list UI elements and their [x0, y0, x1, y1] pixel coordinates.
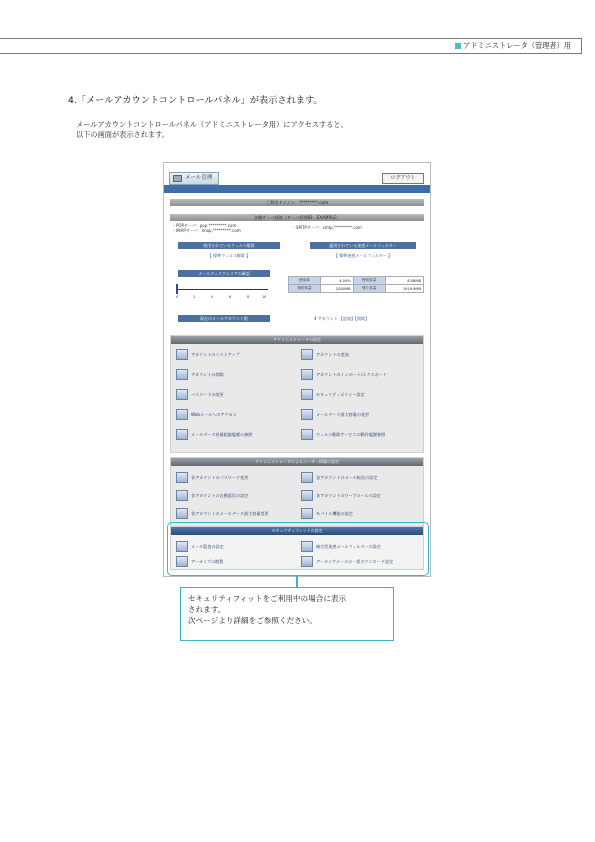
security-highlight-frame	[167, 522, 429, 576]
quota-cell: 4.04%	[321, 277, 354, 285]
admin-item[interactable]: パスワードの変更	[176, 389, 224, 400]
account-count-value[interactable]: 4 アカウント 【追加】【削除】	[314, 316, 370, 321]
mobile-icon	[301, 508, 313, 519]
virus-history-icon	[301, 429, 313, 440]
delete-user-icon	[176, 369, 188, 380]
account-count-bar: 現在のメールアカウント数	[178, 315, 270, 322]
quota-table	[288, 276, 424, 293]
admin-item[interactable]: ウィルス駆除サービスの動作履歴参照	[301, 429, 385, 440]
domain-band: ご利用ドメイン：*********.com	[170, 199, 424, 206]
spam-filter-bar: 適用されている迷惑メールフィルター	[310, 242, 416, 249]
step-description: メールアカウントコントロールパネル（アドミニストレータ用）にアクセスすると、 以下の画面が表示されます。	[76, 120, 348, 139]
quota-cell: 契約容量	[289, 285, 321, 293]
virus-value[interactable]: 【 標準ウィルス駆除 】	[207, 253, 251, 258]
admin-item[interactable]: アカウントのリストアップ	[176, 349, 240, 360]
security-policy-icon	[301, 389, 313, 400]
virus-bar: 使用されているウィルス駆除	[178, 242, 280, 249]
mail-icon	[173, 175, 182, 182]
user-item[interactable]: モバイル機能の設定	[301, 508, 353, 519]
mail-setting-icon	[301, 490, 313, 501]
logout-button[interactable]: ログアウト	[382, 173, 424, 184]
import-export-icon	[301, 369, 313, 380]
gauge-fill	[176, 284, 178, 294]
auto-reply-icon	[176, 490, 188, 501]
imap-server: ・IMAPサーバ：imap.*********.com	[172, 228, 241, 233]
admin-settings-section	[170, 335, 424, 453]
user-item[interactable]: 各アカウントの自動返信の設定	[176, 490, 248, 501]
security-fit-title: セキュリティフィットの設定	[171, 527, 423, 535]
user-item[interactable]: 各アカウントのメールデータ最大容量変更	[176, 508, 269, 519]
gauge-tick: 10	[262, 295, 267, 299]
panel-nav-strip	[164, 185, 430, 193]
security-item[interactable]: アーカイブの閲覧	[176, 556, 223, 567]
user-settings-title: アドミニストレータによるユーザー情報の設定	[171, 458, 423, 466]
server-info-band: 各種サーバ情報（サーバ管理ID：EXAMPLE）	[170, 214, 424, 221]
page-header	[0, 38, 582, 54]
history-icon	[176, 429, 188, 440]
spam-filter-value[interactable]: 【 標準迷惑メールフィルター 】	[334, 253, 392, 258]
security-item[interactable]: 統合型迷惑メールフィルターの設定	[301, 541, 381, 552]
quota-cell: 8.08MB	[385, 277, 423, 285]
user-item[interactable]: 各アカウントのワーブメールの設定	[301, 490, 381, 501]
admin-item[interactable]: アカウントの削除	[176, 369, 224, 380]
capacity-change-icon	[176, 508, 188, 519]
add-user-icon	[301, 349, 313, 360]
mail-admin-tab[interactable]: メール管理	[169, 172, 219, 185]
quota-cell: 残り容量	[353, 285, 385, 293]
admin-item[interactable]: メールデータ容量超過履歴の参照	[176, 429, 252, 440]
gauge-tick: 6	[229, 295, 232, 299]
quota-cell: 使用容量	[353, 277, 385, 285]
quota-cell: 1919.9MB	[385, 285, 423, 293]
capacity-icon	[301, 409, 313, 420]
key-icon	[176, 389, 188, 400]
disk-usage-gauge	[176, 283, 268, 299]
gauge-tick: 8	[247, 295, 250, 299]
quota-cell: 使用率	[289, 277, 321, 285]
control-panel-screenshot	[163, 162, 431, 577]
webmail-icon	[176, 409, 188, 420]
admin-item[interactable]: メールデータ最大容量の変更	[301, 409, 369, 420]
gauge-tick: 4	[211, 295, 214, 299]
disk-area-bar: メールディスクエリアの確認	[178, 270, 270, 277]
security-item[interactable]: メール監査の設定	[176, 541, 224, 552]
smtp-server: ・SMTPサーバ：smtp.*********.com	[292, 225, 362, 230]
callout-box: セキュリティフィットをご利用中の場合に表示 されます。 次ページより詳細をご参照ください。	[180, 587, 394, 641]
admin-item[interactable]: Webメールへのアクセス	[176, 409, 237, 420]
security-item[interactable]: アーカイブメールの一括ダウンロード設定	[301, 556, 393, 567]
list-icon	[176, 349, 188, 360]
quota-cell: 2000MB	[321, 285, 354, 293]
pop-server: ・POPサーバ：pop.*********.com	[172, 223, 237, 228]
gauge-track	[176, 289, 268, 290]
forward-icon	[301, 472, 313, 483]
user-item[interactable]: 各アカウントのパスワード変更	[176, 472, 248, 483]
password-icon	[176, 472, 188, 483]
square-bullet-icon	[455, 43, 461, 49]
admin-settings-title: アドミニストレータの設定	[171, 336, 423, 344]
gauge-tick: 0	[176, 295, 179, 299]
admin-item[interactable]: セキュリティポリシー設定	[301, 389, 365, 400]
admin-item[interactable]: アカウントのインポート/エクスポート	[301, 369, 387, 380]
header-title: アドミニストレータ（管理者）用	[455, 41, 571, 51]
gauge-tick: 2	[193, 295, 196, 299]
step-heading: 4.「メールアカウントコントロールパネル」が表示されます。	[68, 95, 323, 106]
user-item[interactable]: 各アカウントのメール転送の設定	[301, 472, 377, 483]
admin-item[interactable]: アカウントの追加	[301, 349, 349, 360]
